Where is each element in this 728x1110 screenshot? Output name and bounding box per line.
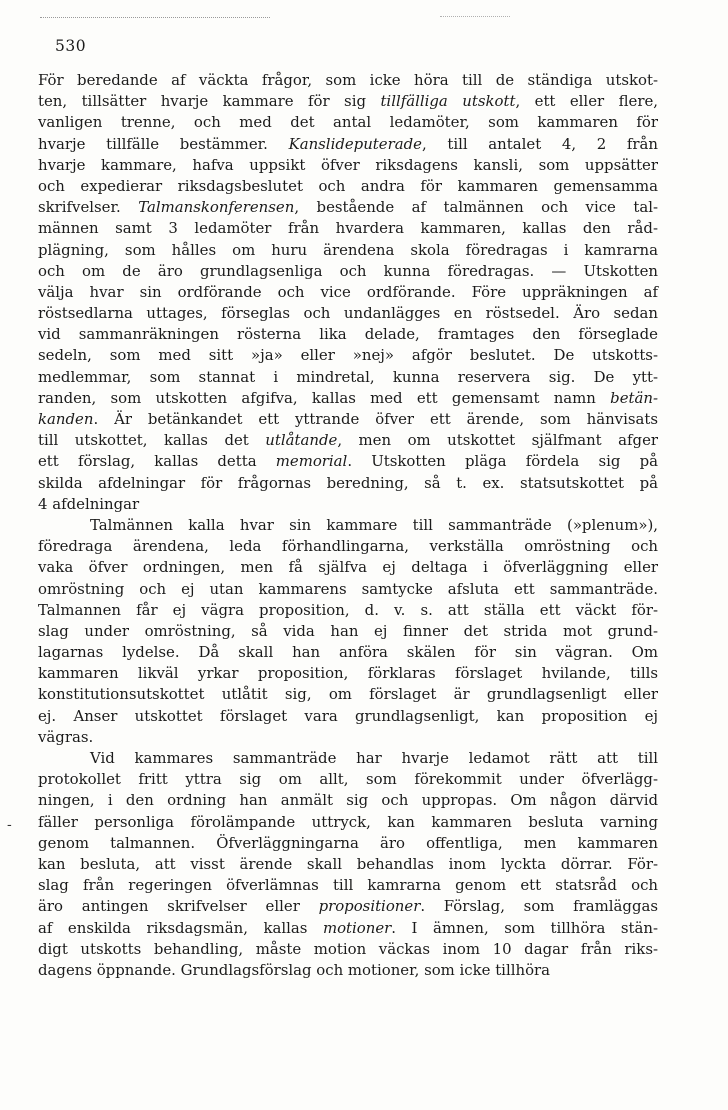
text-fragment: , men om utskottet själfmant afger xyxy=(337,431,659,450)
text-fragment: och expedierar riksdagsbeslutet och andra för kammaren gemensamma xyxy=(38,176,658,195)
text-line xyxy=(38,557,658,578)
scan-edge-mark xyxy=(40,17,270,18)
text-fragment: . Förslag, som framläggas xyxy=(420,897,658,916)
text-line xyxy=(38,261,658,282)
text-fragment: randen, som utskotten afgifva, kallas med ett gemensamt namn xyxy=(38,388,611,407)
text-fragment: plägning, som hålles om huru ärendena skola föredragas i kamrarna xyxy=(38,240,658,259)
defined-term: propositioner xyxy=(318,897,421,916)
text-line xyxy=(38,748,658,769)
text-line xyxy=(38,727,658,748)
text-line xyxy=(38,918,658,939)
text-line xyxy=(38,494,658,515)
body-text xyxy=(38,70,658,981)
text-line xyxy=(38,812,658,833)
text-fragment: välja hvar sin ordförande och vice ordförande. Före uppräkningen af xyxy=(38,282,658,301)
text-fragment: slag under omröstning, så vida han ej finner det strida mot grund- xyxy=(38,621,658,640)
text-fragment: af enskilda riksdagsmän, kallas xyxy=(38,918,323,937)
text-fragment: Talmannen får ej vägra proposition, d. v. s. att ställa ett väckt för- xyxy=(38,600,658,619)
paragraph xyxy=(38,515,658,748)
text-fragment: genom talmannen. Öfverläggningarna äro offentliga, men kammaren xyxy=(38,833,658,852)
margin-mark: - xyxy=(7,817,12,833)
text-line xyxy=(38,303,658,324)
text-line xyxy=(38,345,658,366)
text-line xyxy=(38,134,658,155)
text-line xyxy=(38,960,658,981)
text-fragment: vägras. xyxy=(38,727,94,746)
text-line xyxy=(38,536,658,557)
text-fragment: ten, tillsätter hvarje kammare för sig xyxy=(38,92,381,111)
defined-term: tillfälliga utskott xyxy=(380,92,516,111)
text-line xyxy=(38,769,658,790)
text-fragment: konstitutionsutskottet utlåtit sig, om förslaget är grundlagsenligt eller xyxy=(38,685,658,704)
text-fragment: sedeln, som med sitt »ja» eller »nej» afgör beslutet. De utskotts- xyxy=(38,346,658,365)
text-line xyxy=(38,896,658,917)
defined-term: kanden xyxy=(38,410,94,428)
text-fragment: ningen, i den ordning han anmält sig och uppropas. Om någon därvid xyxy=(38,791,658,810)
text-fragment: skilda afdelningar för frågornas beredning, så t. ex. statsutskottet på xyxy=(38,473,658,492)
text-line xyxy=(38,579,658,600)
defined-term: Kanslideputerade xyxy=(288,134,422,153)
text-line xyxy=(38,621,658,642)
text-line xyxy=(38,70,658,91)
text-fragment: fäller personliga förolämpande uttryck, kan kammaren besluta varning xyxy=(38,812,658,831)
text-fragment: hvarje kammare, hafva uppsikt öfver riksdagens kansli, som uppsätter xyxy=(38,155,658,174)
text-fragment: föredraga ärendena, leda förhandlingarna, verkställa omröstning och xyxy=(38,537,658,556)
text-fragment: Talmännen kalla hvar sin kammare till sammanträde (»plenum»), xyxy=(90,515,658,534)
text-fragment: , ett eller flere, xyxy=(515,92,658,111)
text-line xyxy=(38,240,658,261)
text-fragment: slag från regeringen öfverlämnas till kamrarna genom ett statsråd och xyxy=(38,876,658,895)
text-line xyxy=(38,451,658,472)
text-fragment: Vid kammares sammanträde har hvarje ledamot rätt att till xyxy=(90,749,658,767)
text-fragment: kan besluta, att visst ärende skall behandlas inom lyckta dörrar. För- xyxy=(38,854,658,873)
text-line xyxy=(38,663,658,684)
text-line xyxy=(38,706,658,727)
text-fragment: äro antingen skrifvelser eller xyxy=(38,897,319,916)
text-line xyxy=(38,473,658,494)
text-line xyxy=(38,854,658,875)
text-line xyxy=(38,112,658,133)
text-fragment: lagarnas lydelse. Då skall han anföra skälen för sin vägran. Om xyxy=(38,643,658,662)
text-line xyxy=(38,176,658,197)
defined-term: betän- xyxy=(610,388,658,407)
text-fragment: kammaren likväl yrkar proposition, förklaras förslaget hvilande, tills xyxy=(38,664,658,683)
text-fragment: . Utskotten pläga fördela sig på xyxy=(347,452,658,471)
text-fragment: ett förslag, kallas detta xyxy=(38,452,276,471)
text-line xyxy=(38,790,658,811)
text-fragment: vid sammanräkningen rösterna lika delade, framtages den förseglade xyxy=(38,325,658,344)
text-fragment: dagens öppnande. Grundlagsförslag och motioner, som icke tillhöra xyxy=(38,960,551,979)
paragraph xyxy=(38,70,658,515)
defined-term: utlåtande xyxy=(265,431,338,450)
text-line xyxy=(38,197,658,218)
text-fragment: digt utskotts behandling, måste motion väckas inom 10 dagar från riks- xyxy=(38,939,658,958)
text-line xyxy=(38,282,658,303)
text-fragment: . Är betänkandet ett yttrande öfver ett ärende, som hänvisats xyxy=(93,410,658,428)
text-line xyxy=(38,642,658,663)
text-fragment: För beredande af väckta frågor, som icke höra till de ständiga utskot- xyxy=(38,71,658,89)
text-line xyxy=(38,833,658,854)
text-line xyxy=(38,91,658,112)
text-line xyxy=(38,218,658,239)
text-fragment: och om de äro grundlagsenliga och kunna föredragas. — Utskotten xyxy=(38,261,658,280)
text-line xyxy=(38,684,658,705)
text-line xyxy=(38,324,658,345)
text-fragment: männen samt 3 ledamöter från hvardera kammaren, kallas den råd- xyxy=(38,219,658,238)
text-fragment: ej. Anser utskottet förslaget vara grundlagsenligt, kan proposition ej xyxy=(38,706,658,725)
text-line xyxy=(38,155,658,176)
scan-edge-mark xyxy=(440,16,510,17)
page-number: 530 xyxy=(55,37,87,55)
text-line xyxy=(38,409,658,430)
text-line xyxy=(38,600,658,621)
text-fragment: omröstning och ej utan kammarens samtycke afsluta ett sammanträde. xyxy=(38,579,658,598)
text-fragment: till utskottet, kallas det xyxy=(38,431,266,450)
text-fragment: skrifvelser. xyxy=(38,198,139,217)
defined-term: Talmanskonferensen xyxy=(138,198,295,217)
text-fragment: vaka öfver ordningen, men få själfva ej deltaga i öfverläggning eller xyxy=(38,558,658,577)
text-fragment: vanligen trenne, och med det antal ledamöter, som kammaren för xyxy=(38,113,658,132)
paragraph xyxy=(38,748,658,981)
defined-term: memorial xyxy=(275,452,348,471)
text-line xyxy=(38,875,658,896)
text-fragment: , till antalet 4, 2 från xyxy=(421,134,658,153)
text-fragment: hvarje tillfälle bestämmer. xyxy=(38,134,289,153)
text-line xyxy=(38,388,658,409)
text-fragment: 4 afdelningar xyxy=(38,494,140,513)
text-line xyxy=(38,367,658,388)
text-fragment: röstsedlarna uttages, förseglas och undanlägges en röstsedel. Äro sedan xyxy=(38,304,658,323)
text-fragment: , bestående af talmännen och vice tal- xyxy=(294,198,658,217)
text-fragment: protokollet fritt yttra sig om allt, som förekommit under öfverlägg- xyxy=(38,770,658,789)
text-line xyxy=(38,939,658,960)
text-fragment: medlemmar, som stannat i mindretal, kunna reservera sig. De ytt- xyxy=(38,367,658,386)
defined-term: motioner xyxy=(322,918,392,937)
text-fragment: . I ämnen, som tillhöra stän- xyxy=(391,918,658,937)
text-line xyxy=(38,515,658,536)
text-line xyxy=(38,430,658,451)
